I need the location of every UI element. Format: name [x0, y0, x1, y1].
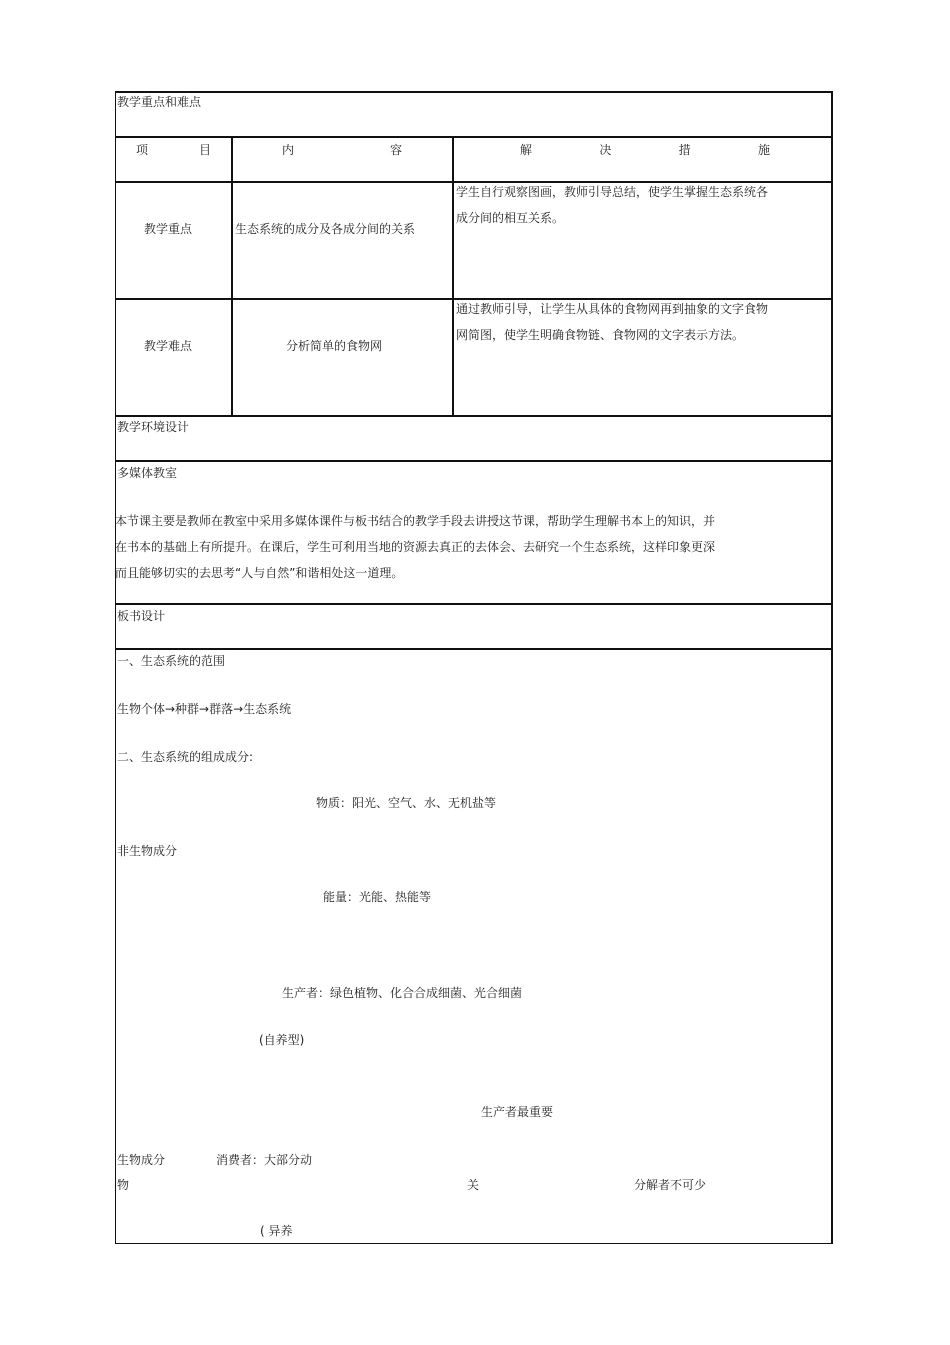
header-content [282, 141, 402, 158]
section-title-board: 板书设计 [117, 609, 166, 623]
table-top-border [115, 91, 833, 93]
table-bottom-border [115, 1243, 833, 1244]
env-body-top-border [115, 460, 833, 462]
row-measure-line: 通过教师引导，让学生从具体的食物网再到抽象的文字食物 [456, 302, 769, 316]
board-wu: 物 [117, 1178, 130, 1192]
board-matter: 物质：阳光、空气、水、无机盐等 [316, 796, 497, 810]
row-item-label: 教学重点 [144, 222, 193, 236]
table-right-border [831, 91, 833, 1244]
row-measure-line: 学生自行观察图画，教师引导总结，使学生掌握生态系统各 [456, 185, 769, 199]
header-char: 措 [678, 143, 691, 157]
paragraph-line: 在书本的基础上有所提升。在课后，学生可利用当地的资源去真正的去体会、去研究一个生态系统，这样印象更深 [115, 540, 716, 554]
header-char: 项 [136, 143, 149, 157]
board-energy: 能量：光能、热能等 [323, 890, 432, 904]
paragraph-line: 而且能够切实的去思考“人与自然”和谐相处这一道理。 [115, 566, 404, 580]
paragraph-line: 本节课主要是教师在教室中采用多媒体课件与板书结合的教学手段去讲授这节课，帮助学生理解书本上的知识，并 [115, 514, 716, 528]
header-char: 目 [198, 143, 211, 157]
board-nonbio: 非生物成分 [117, 844, 178, 858]
env-title-top-border [115, 415, 833, 417]
row-measure-line: 成分间的相互关系。 [456, 211, 565, 225]
board-guan: 关 [467, 1178, 480, 1192]
board-bio: 生物成分 [117, 1153, 166, 1167]
board-heterotroph: ( 异养 [260, 1224, 293, 1238]
section-title-environment: 教学环境设计 [117, 420, 190, 434]
header-char: 施 [757, 143, 770, 157]
header-item [136, 141, 211, 158]
board-body-top-border [115, 648, 833, 650]
header-char: 内 [282, 143, 295, 157]
col-divider-1 [231, 136, 233, 417]
row-item-label: 教学难点 [144, 339, 193, 353]
board-decomposer-note: 分解者不可少 [634, 1178, 707, 1192]
board-title-top-border [115, 603, 833, 605]
board-chain: 生物个体→种群→群落→生态系统 [117, 702, 292, 716]
row-content: 分析简单的食物网 [286, 339, 383, 353]
row-key-top-border [115, 181, 833, 183]
header-measure [520, 141, 770, 158]
header-char: 解 [520, 143, 533, 157]
board-heading-scope: 一、生态系统的范围 [117, 654, 226, 668]
row-difficult-top-border [115, 298, 833, 300]
board-consumer: 消费者：大部分动 [216, 1153, 313, 1167]
col-divider-2 [452, 136, 454, 417]
header-char: 容 [389, 143, 402, 157]
header-char: 决 [599, 143, 612, 157]
board-autotroph: (自养型) [259, 1033, 305, 1047]
table-left-border [115, 91, 116, 1244]
board-heading-components: 二、生态系统的组成成分: [117, 750, 254, 764]
environment-paragraph [115, 508, 765, 586]
header-row-top-border [115, 136, 833, 138]
section-title-key-points: 教学重点和难点 [117, 95, 202, 109]
board-producer-note: 生产者最重要 [481, 1105, 554, 1119]
board-producer: 生产者：绿色植物、化合合成细菌、光合细菌 [282, 986, 523, 1000]
environment-subtitle: 多媒体教室 [117, 466, 178, 480]
row-content: 生态系统的成分及各成分间的关系 [235, 222, 416, 236]
row-measure-line: 网简图，使学生明确食物链、食物网的文字表示方法。 [456, 328, 745, 342]
